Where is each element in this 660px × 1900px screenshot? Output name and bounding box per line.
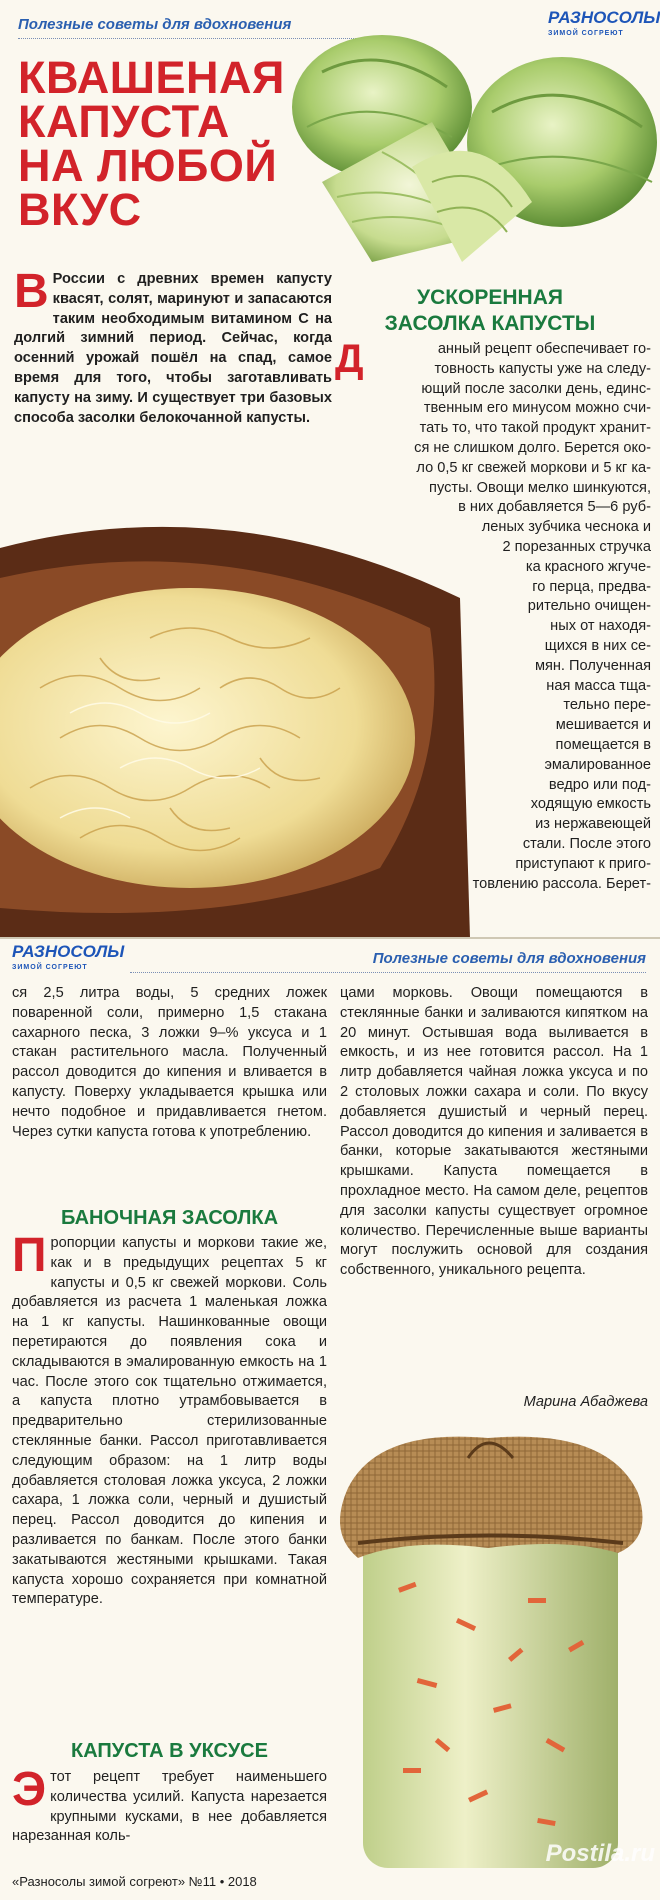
section1-line-4: твенным его минусом можно счи-: [423, 400, 651, 417]
section1-line-5: тать то, что такой продукт хранит-: [419, 420, 651, 437]
left-top-paragraph: ся 2,5 литра воды, 5 средних ложек поваренной соли, примерно 1,5 стакана сахарного песка, 3 ложки 9–% уксуса и 1 стакан растительного масла. Полученный рассол доводится до кипения и вливается в капусту. Поверху укладывается крышка или нечто подобное и придавливается гнетом. Через сутки капуста готова к употреблению.: [12, 985, 327, 1140]
section1-line-20: мешивается и: [555, 717, 651, 734]
section1-line-17: мян. Полученная: [534, 657, 651, 674]
title-line-2: КАПУСТА: [18, 96, 230, 147]
section1-dropcap: Д: [335, 337, 364, 381]
section1-line-8: пусты. Овощи мелко шинкуются,: [429, 479, 651, 496]
section1-line-14: рительно очищен-: [527, 598, 651, 615]
jar-image: [318, 1418, 660, 1873]
section1-line-25: из нержавеющей: [535, 816, 651, 833]
section1-line-7: ло 0,5 кг свежей моркови и 5 кг ка-: [416, 459, 651, 476]
page-separator: [0, 937, 660, 939]
section3-dropcap: Э: [12, 1763, 47, 1816]
section1-line-28: товлению рассола. Берет-: [472, 875, 651, 892]
section1-title: [340, 285, 640, 337]
section1-line-18: ная масса тща-: [546, 677, 651, 694]
section3-text: тот рецепт требует наименьшего количества усилий. Капуста нарезается крупными кусками, в нее добавляется нарезанная коль-: [12, 1769, 327, 1845]
brand-name-2: РАЗНОСОЛЫ: [12, 942, 125, 961]
section1-line-15: ных от находя-: [550, 618, 651, 635]
section1-line-2: товность капусты уже на следу-: [434, 360, 651, 377]
section1-line-19: тельно пере-: [563, 697, 651, 714]
section1-line-12: ка красного жгуче-: [525, 558, 651, 575]
section1-line-27: приступают к приго-: [515, 855, 651, 872]
section2-title: БАНОЧНАЯ ЗАСОЛКА: [60, 1207, 279, 1229]
article-title: [18, 52, 285, 235]
section1-line-21: помещается в: [555, 736, 651, 753]
brand-tagline-2: ЗИМОЙ СОГРЕЮТ: [12, 964, 88, 971]
section1-line-26: стали. После этого: [522, 835, 651, 852]
section1-title-line-1: УСКОРЕННАЯ: [417, 286, 563, 309]
section1-title-line-2: ЗАСОЛКА КАПУСТЫ: [384, 312, 596, 335]
section1-line-16: щихся в них се-: [544, 637, 651, 654]
intro-text: России с древних времен капусту квасят, солят, маринуют и запасаются таким необходимым витамином С на долгий зимний период. Сейчас, когда осенний урожай пошёл на спад, самое время для того, чтобы заготавливать капусту на зиму. И существует три базовых способа засолки белокочанной капусты.: [14, 271, 332, 426]
section1-line-3: ющий после засолки день, единс-: [421, 380, 651, 397]
section1-line-1: Д анный рецепт обеспечивает го-: [335, 337, 651, 381]
brand-logo-2: [12, 944, 124, 976]
section1-line-11: 2 порезанных стручка: [502, 538, 651, 555]
title-line-1: КВАШЕНАЯ: [18, 52, 285, 103]
right-paragraph: цами морковь. Овощи помещаются в стеклянные банки и заливаются кипятком на 20 минут. Остывшая вода выливается в емкость, и из нее готовится рассол. На 1 литр добавляется чайная ложка уксуса и по 2 столовых ложки сахара и соли. По вкусу добавляется душистый и черный перец. Рассол доводится до кипения и заливается в банки, которые закатываются жестяными крышками. Капуста помещается в прохладное место. На самом деле, рецептов для засолки капусты существует огромное количество. Перечисленные выше варианты могут послужить основой для создания собственного, уникального рецепта.: [340, 985, 648, 1279]
section3-paragraph: [12, 1763, 327, 1847]
section1-line-22: эмалированное: [544, 756, 651, 773]
page-footer: «Разносолы зимой согреют» №11 • 2018: [12, 1874, 257, 1889]
title-line-4: ВКУС: [18, 184, 142, 235]
rubric-header-2: Полезные советы для вдохновения: [372, 950, 646, 967]
section3-title: КАПУСТА В УКСУСЕ: [71, 1740, 268, 1762]
section2-paragraph: [12, 1229, 327, 1610]
intro-dropcap: В: [14, 265, 49, 318]
brand-name: РАЗНОСОЛЫ: [548, 8, 660, 27]
section1-line-24: ходящую емкость: [530, 796, 651, 813]
section1-line-10: леных зубчика чеснока и: [481, 519, 651, 536]
rubric-header: Полезные советы для вдохновения: [18, 16, 292, 33]
section1-line-9: в них добавляется 5—6 руб-: [458, 499, 651, 516]
author-signature: Марина Абаджева: [523, 1394, 648, 1410]
intro-paragraph: [14, 265, 332, 428]
header-divider-2: [130, 972, 646, 973]
section1-paragraph: [335, 337, 651, 894]
section1-body: [335, 337, 651, 894]
title-line-3: НА ЛЮБОЙ: [18, 140, 278, 191]
section1-line-23: ведро или под-: [548, 776, 651, 793]
section2-dropcap: П: [12, 1229, 47, 1282]
section1-line-6: ся не слишком долго. Берется око-: [414, 439, 651, 456]
watermark: Postila.ru: [545, 1840, 655, 1867]
brand-tagline: ЗИМОЙ СОГРЕЮТ: [548, 30, 624, 37]
section1-line-13: го перца, предва-: [532, 578, 651, 595]
cabbage-image: [262, 32, 660, 282]
section2-text: ропорции капусты и моркови такие же, как и в предыдущих рецептах 5 кг капусты и 0,5 кг свежей моркови. Соль добавляется из расчета 1 маленькая ложка на 1 кг капусты. Нашинкованные овощи перетираются до появления сока и складываются в эмалированную емкость на 1 час. После этого сок тщательно отжимается, а капуста плотно утрамбовывается в предварительно стерилизованные стеклянные банки. Рассол приготавливается следующим образом: на 1 литр воды добавляется столовая ложка уксуса, 2 ложки сахара, 1 ложка соли, черный и душистый перец. Рассол доводится до кипения и разливается по банкам. После этого банки закатываются жестяными крышками. Такая капуста хорошо сохраняется при комнатной температуре.: [12, 1235, 327, 1608]
